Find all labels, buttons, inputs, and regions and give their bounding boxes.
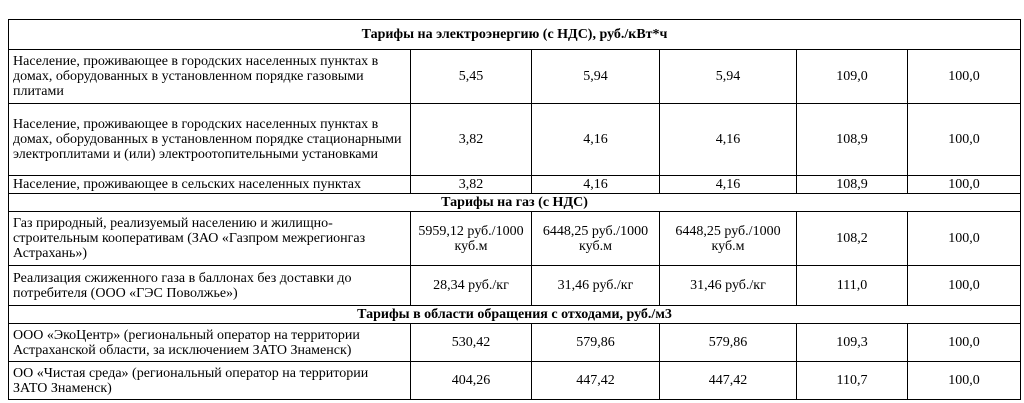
value-cell: 111,0 [797, 266, 908, 306]
section-title: Тарифы на электроэнергию (с НДС), руб./кВт*ч [9, 20, 1021, 50]
table-row [9, 176, 1021, 194]
value-cell: 447,42 [532, 362, 660, 400]
value-cell: 108,9 [797, 176, 908, 194]
value-cell: 5,94 [660, 50, 797, 104]
row-label: Население, проживающее в городских населенных пунктах в домах, оборудованных в установленном порядке газовыми плитами [9, 50, 411, 104]
value-cell: 100,0 [908, 50, 1021, 104]
value-cell: 3,82 [411, 176, 532, 194]
section-title: Тарифы в области обращения с отходами, руб./м3 [9, 306, 1021, 324]
value-cell: 109,3 [797, 324, 908, 362]
tariffs-table [8, 19, 1021, 400]
value-cell: 100,0 [908, 176, 1021, 194]
section-title: Тарифы на газ (с НДС) [9, 194, 1021, 212]
value-cell: 108,2 [797, 212, 908, 266]
value-cell: 100,0 [908, 266, 1021, 306]
value-cell: 4,16 [660, 176, 797, 194]
section-header-electricity [9, 20, 1021, 50]
value-cell: 530,42 [411, 324, 532, 362]
value-cell: 31,46 руб./кг [532, 266, 660, 306]
table-row [9, 324, 1021, 362]
value-cell: 100,0 [908, 324, 1021, 362]
value-cell: 6448,25 руб./1000 куб.м [532, 212, 660, 266]
value-cell: 5959,12 руб./1000 куб.м [411, 212, 532, 266]
value-cell: 4,16 [660, 104, 797, 176]
table-row [9, 104, 1021, 176]
value-cell: 6448,25 руб./1000 куб.м [660, 212, 797, 266]
value-cell: 4,16 [532, 104, 660, 176]
value-cell: 3,82 [411, 104, 532, 176]
table-row [9, 50, 1021, 104]
row-label: ОО «Чистая среда» (региональный оператор на территории ЗАТО Знаменск) [9, 362, 411, 400]
row-label: Население, проживающее в городских населенных пунктах в домах, оборудованных в установленном порядке стационарными электроплитами и (или) электроотопительными установками [9, 104, 411, 176]
value-cell: 100,0 [908, 104, 1021, 176]
value-cell: 4,16 [532, 176, 660, 194]
value-cell: 100,0 [908, 212, 1021, 266]
row-label: ООО «ЭкоЦентр» (региональный оператор на территории Астраханской области, за исключением ЗАТО Знаменск) [9, 324, 411, 362]
value-cell: 447,42 [660, 362, 797, 400]
value-cell: 404,26 [411, 362, 532, 400]
table-row [9, 266, 1021, 306]
value-cell: 5,45 [411, 50, 532, 104]
value-cell: 28,34 руб./кг [411, 266, 532, 306]
value-cell: 579,86 [660, 324, 797, 362]
table-row [9, 212, 1021, 266]
value-cell: 100,0 [908, 362, 1021, 400]
section-header-gas [9, 194, 1021, 212]
row-label: Население, проживающее в сельских населенных пунктах [9, 176, 411, 194]
row-label: Реализация сжиженного газа в баллонах без доставки до потребителя (ООО «ГЭС Поволжье») [9, 266, 411, 306]
value-cell: 109,0 [797, 50, 908, 104]
row-label: Газ природный, реализуемый населению и жилищно-строительным кооперативам (ЗАО «Газпром межрегионгаз Астрахань») [9, 212, 411, 266]
value-cell: 31,46 руб./кг [660, 266, 797, 306]
value-cell: 108,9 [797, 104, 908, 176]
table-row [9, 362, 1021, 400]
value-cell: 110,7 [797, 362, 908, 400]
section-header-waste [9, 306, 1021, 324]
value-cell: 5,94 [532, 50, 660, 104]
value-cell: 579,86 [532, 324, 660, 362]
